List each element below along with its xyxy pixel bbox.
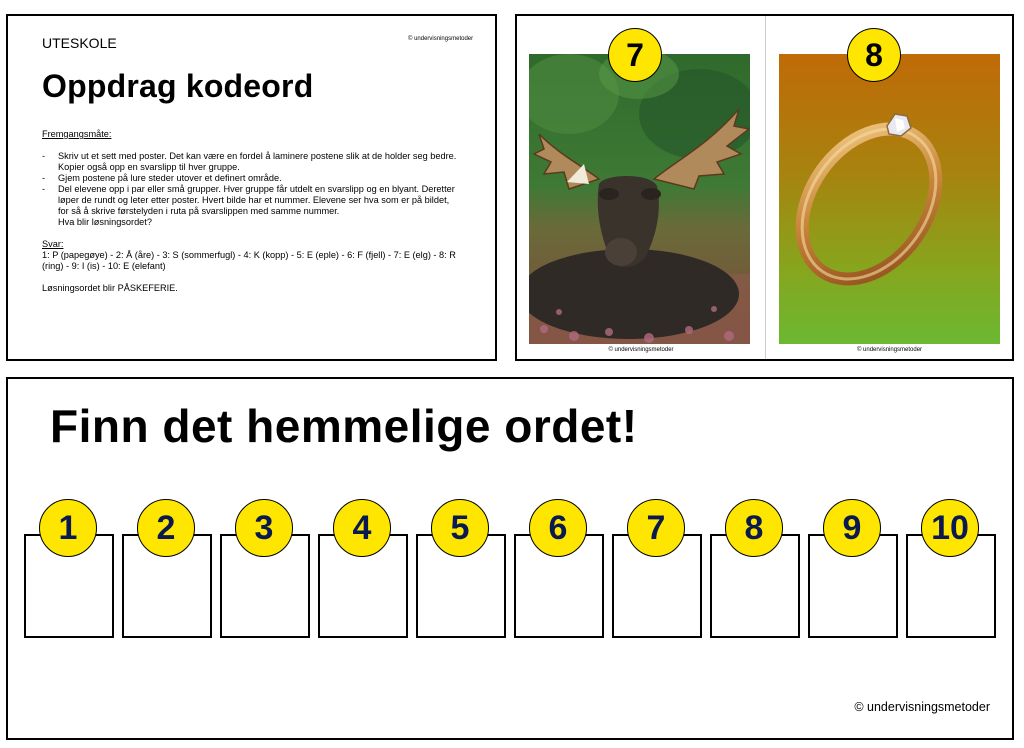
copyright-note: © undervisningsmetoder [408, 36, 474, 42]
answer-slot-7 [612, 499, 702, 638]
moose-image [529, 54, 750, 344]
method-label: Fremgangsmåte: [42, 129, 112, 139]
slot-number-badge: 10 [921, 499, 979, 557]
card-ring [767, 16, 1012, 359]
card-number-badge: 8 [847, 28, 901, 82]
step-item: - Gjem postene på lure steder utover et definert område. [42, 173, 462, 184]
instructions-body [42, 129, 462, 294]
card-number-badge: 7 [608, 28, 662, 82]
card-copyright: © undervisningsmetoder [608, 347, 674, 353]
slot-number-badge: 4 [333, 499, 391, 557]
sample-cards-panel [515, 14, 1014, 361]
slot-number-badge: 8 [725, 499, 783, 557]
slot-number-badge: 6 [529, 499, 587, 557]
answer-slot-9 [808, 499, 898, 638]
answer-slot-10 [906, 499, 996, 638]
slot-number-badge: 7 [627, 499, 685, 557]
answer-sheet-panel [6, 377, 1014, 740]
answer-slot-4 [318, 499, 408, 638]
slot-number-badge: 2 [137, 499, 195, 557]
steps-list [42, 151, 462, 228]
step-item: - Skriv ut et sett med poster. Det kan være en fordel å laminere postene slik at de holder seg bedre. Kopier også opp en svarslipp til hver gruppe. [42, 151, 462, 173]
answer-slot-8 [710, 499, 800, 638]
page-title: Oppdrag kodeord [42, 68, 314, 104]
answer-slot-5 [416, 499, 506, 638]
question-text: Hva blir løsningsordet? [58, 217, 152, 227]
slot-number-badge: 3 [235, 499, 293, 557]
answer-slot-2 [122, 499, 212, 638]
solution-text: Løsningsordet blir PÅSKEFERIE. [42, 283, 178, 293]
ring-image [779, 54, 1000, 344]
answer-sheet-copyright: © undervisningsmetoder [854, 700, 990, 714]
card-copyright: © undervisningsmetoder [856, 347, 923, 353]
section-heading: UTESKOLE [42, 35, 117, 51]
answer-sheet-title: Finn det hemmelige ordet! [50, 400, 638, 452]
answer-slot-1 [24, 499, 114, 638]
slot-number-badge: 1 [39, 499, 97, 557]
answer-text: 1: P (papegøye) - 2: Å (åre) - 3: S (sommerfugl) - 4: K (kopp) - 5: E (eple) - 6: F (fjell) - 7: E (elg) - 8: R (ring) - 9: I (is) - 10: E (elefant) [42, 250, 456, 271]
moose-photo [529, 54, 750, 344]
ring-photo [779, 54, 1000, 344]
answer-slot-3 [220, 499, 310, 638]
card-moose [517, 16, 766, 359]
answer-label: Svar: [42, 239, 64, 249]
answer-slot-6 [514, 499, 604, 638]
step-item: - Del elevene opp i par eller små grupper. Hver gruppe får utdelt en svarslipp og en blyant. Deretter løper de rundt og leter etter poster. Hvert bilde har et nummer. Elevene ser hva som er på bildet, for så å skrive førstelyden i ruta på svarslippen med samme nummer. Hva blir løsningsordet? [42, 184, 462, 228]
slot-number-badge: 9 [823, 499, 881, 557]
instructions-panel [6, 14, 497, 361]
slot-number-badge: 5 [431, 499, 489, 557]
